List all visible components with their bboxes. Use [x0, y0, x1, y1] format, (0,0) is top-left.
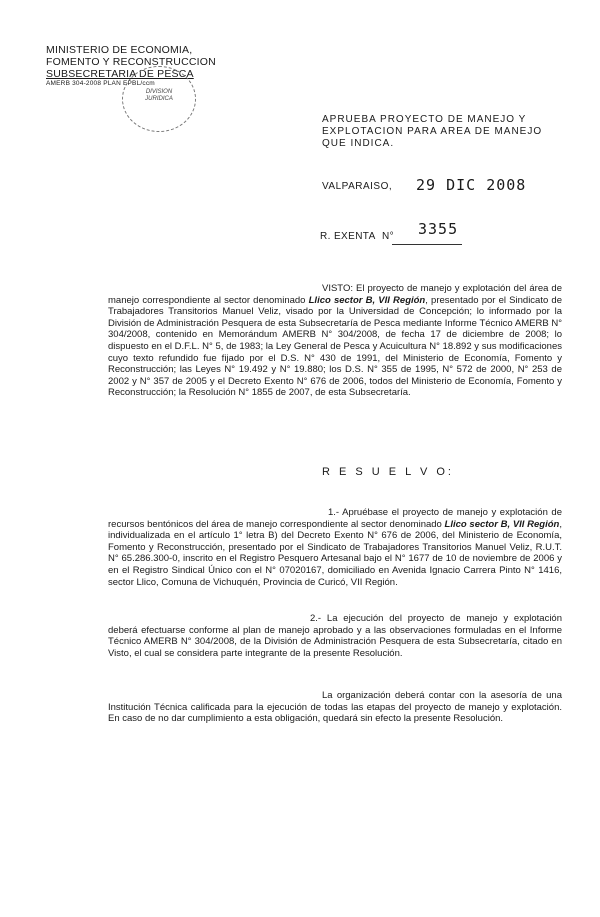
visto-text-end: , presentado por el Sindicato de Trabajadores Transitorios Manuel Veliz, visado por la Universidad de Concepción; lo informado por la División de Administración Pesquera de esta Subsecretaría de Pesca mediante Informe Técnico AMERB N° 304/2008, contenido en Memorándum AMERB N° 304/2008, de fecha 17 de diciembre de 2008; lo dispuesto en el D.F.L. N° 5, de 1983; la Ley General de Pesca y Acuicultura N° 18.892 y sus modificaciones cuyo texto refundido fue fijado por el D.S. N° 430 de 1991, del Ministerio de Economía, Fomento y Reconstrucción; las Leyes N° 19.492 y N° 19.880; los D.S. N° 355 de 1995, N° 572 de 2000, N° 253 de 2002 y N° 357 de 2005 y el Decreto Exento N° 676 de 2006, todos del Ministerio de Economía, Fomento y Reconstrucción; la Resolución N° 1855 de 2007, de esta Subsecretaría. [108, 294, 562, 399]
resolution-label-row [320, 231, 394, 242]
division-stamp [122, 66, 196, 132]
item-1-paragraph [108, 507, 562, 588]
visto-label: VISTO: [322, 283, 353, 294]
ministry-line-1: MINISTERIO DE ECONOMIA, [46, 44, 193, 56]
reference-code: AMERB 304-2008 PLAN EPBL/ccm [46, 80, 155, 87]
stamp-line-2: JURIDICA [145, 96, 173, 102]
item-2-text: 2.- La ejecución del proyecto de manejo y explotación deberá efectuarse conforme al plan de manejo aprobado y a las observaciones formuladas en el Informe Técnico AMERB N° 304/2008, de la División de Administración Pesquera de esta Subsecretaría, citado en Visto, el cual se considera parte integrante de la presente Resolución. [108, 613, 562, 659]
document-subject: APRUEBA PROYECTO DE MANEJO Y EXPLOTACION PARA AREA DE MANEJO QUE INDICA. [322, 114, 543, 149]
resolution-number-line [392, 244, 462, 245]
resolution-no-label: N° [382, 231, 395, 242]
place-label: VALPARAISO, [322, 181, 393, 192]
visto-text-start: El proyecto de manejo y explotación del área de manejo correspondiente al sector denominado [108, 283, 562, 306]
visto-area-name: Llico sector B, VII Región [308, 294, 426, 306]
subsecretaria: SUBSECRETARIA DE PESCA [46, 68, 194, 80]
date-stamp: 29 DIC 2008 [416, 176, 527, 194]
ministry-line-2: FOMENTO Y RECONSTRUCCION [46, 56, 216, 68]
resolution-label: R. EXENTA [320, 231, 376, 242]
stamp-line-1: DIVISION [145, 89, 173, 95]
item-2-paragraph [108, 613, 562, 659]
visto-paragraph [108, 283, 562, 399]
item-1-text-end: , individualizada en el artículo 1° letra B) del Decreto Exento N° 676 de 2006, del Ministerio de Economía, Fomento y Reconstrucción, presentado por el Sindicato de Trabajadores Transitorios Manuel Veliz, R.U.T. N° 65.286.300-0, inscrito en el Registro Pesquero Artesanal bajo el N° 1677 de 10 de noviembre de 2006 y en el Registro Sindical Único con el N° 07020167, domiciliado en Avenida Ignacio Carrera Pinto N° 1416, sector Llico, Comuna de Vichuquén, Provincia de Curicó, VII Región. [108, 518, 562, 588]
resolution-number: 3355 [418, 220, 459, 238]
item-1-area-name: Llico sector B, VII Región [444, 518, 560, 530]
item-3-paragraph [108, 690, 562, 725]
resuelvo-heading: R E S U E L V O: [322, 466, 454, 478]
item-3-text: La organización deberá contar con la asesoría de una Institución Técnica calificada para la ejecución de todas las etapas del proyecto de manejo y explotación. En caso de no dar cumplimiento a esta obligación, quedará sin efecto la presente Resolución. [108, 690, 562, 725]
item-1-text-start: 1.- Apruébase el proyecto de manejo y explotación de recursos bentónicos del área de manejo correspondiente al sector denominado [108, 507, 562, 530]
